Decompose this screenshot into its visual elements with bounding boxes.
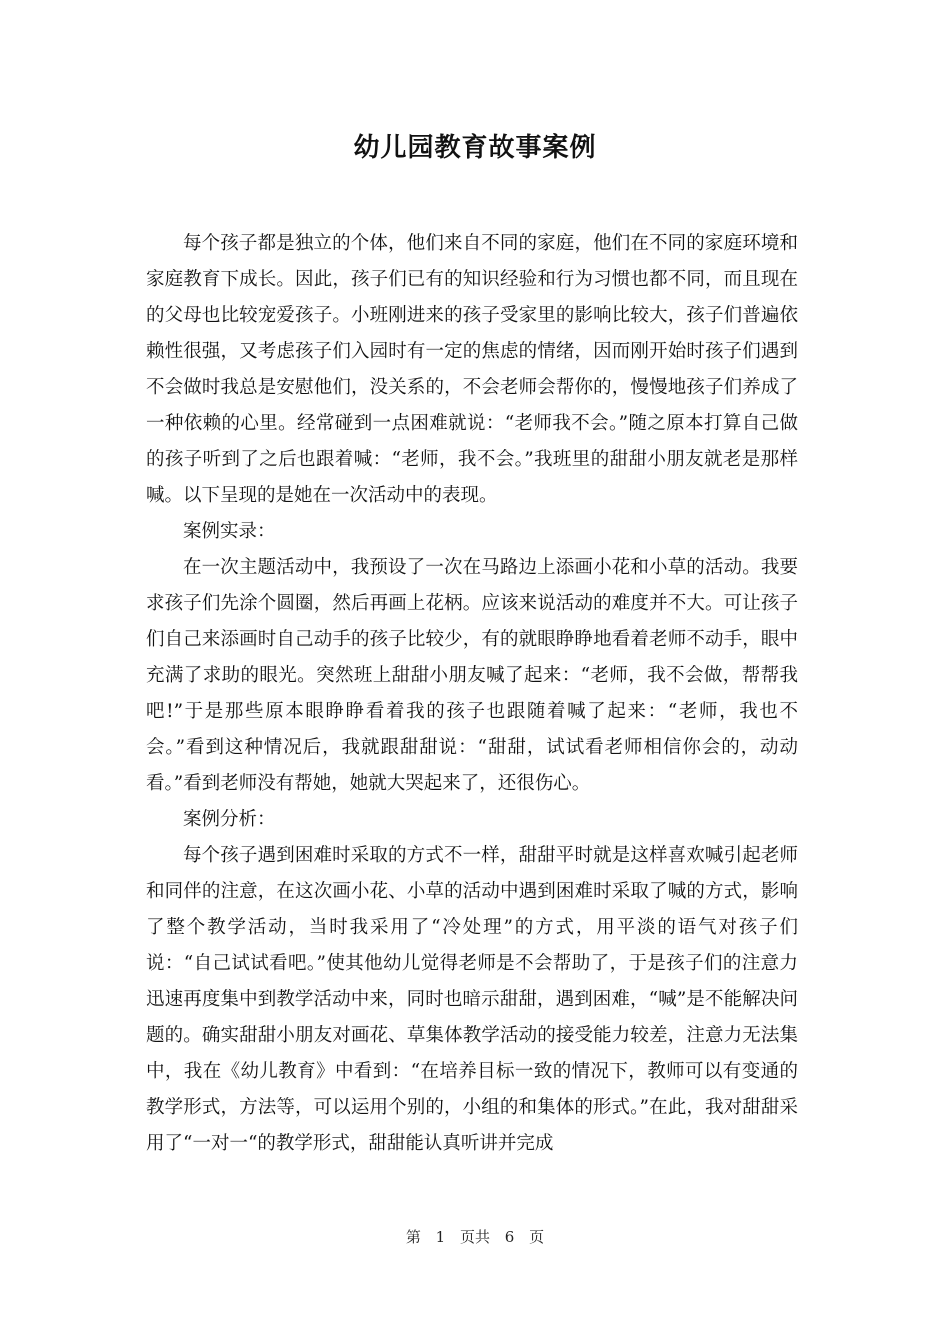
document-title: 幼儿园教育故事案例 bbox=[353, 133, 597, 163]
paragraph-case-record: 在一次主题活动中，我预设了一次在马路边上添画小花和小草的活动。我要求孩子们先涂个圆圈，然后再画上花柄。应该来说活动的难度并不大。可让孩子们自己来添画时自己动手的孩子比较少，有的就眼睁睁地看着老师不动手，眼中充满了求助的眼光。突然班上甜甜小朋友喊了起来：“老师，我不会做，帮帮我吧!”于是那些原本眼睁睁看着我的孩子也跟随着喊了起来：“老师，我也不会。”看到这种情况后，我就跟甜甜说：“甜甜，试试看老师相信你会的，动动看。”看到老师没有帮她，她就大哭起来了，还很伤心。 bbox=[146, 557, 798, 794]
footer-prefix: 第 bbox=[405, 1228, 421, 1246]
footer-total-pages: 6 bbox=[504, 1228, 515, 1246]
footer-middle: 页共 bbox=[459, 1228, 490, 1246]
page-footer bbox=[0, 1225, 950, 1249]
section-heading-case-analysis: 案例分析： bbox=[183, 809, 276, 830]
section-heading-case-record: 案例实录： bbox=[183, 521, 276, 542]
footer-suffix: 页 bbox=[529, 1228, 545, 1246]
paragraph-case-analysis: 每个孩子遇到困难时采取的方式不一样，甜甜平时就是这样喜欢喊引起老师和同伴的注意，在这次画小花、小草的活动中遇到困难时采取了喊的方式，影响了整个教学活动，当时我采用了“冷处理”的方式，用平淡的语气对孩子们说：“自己试试看吧。”使其他幼儿觉得老师是不会帮助了，于是孩子们的注意力迅速再度集中到教学活动中来，同时也暗示甜甜，遇到困难，“喊”是不能解决问题的。确实甜甜小朋友对画花、草集体教学活动的接受能力较差，注意力无法集中，我在《幼儿教育》中看到：“在培养目标一致的情况下，教师可以有变通的教学形式，方法等，可以运用个别的，小组的和集体的形式。”在此，我对甜甜采用了“一对一“的教学形式，甜甜能认真听讲并完成 bbox=[146, 845, 798, 1154]
footer-page-number: 1 bbox=[435, 1228, 446, 1246]
document-body bbox=[146, 226, 798, 1162]
paragraph-intro: 每个孩子都是独立的个体，他们来自不同的家庭，他们在不同的家庭环境和家庭教育下成长。因此，孩子们已有的知识经验和行为习惯也都不同，而且现在的父母也比较宠爱孩子。小班刚进来的孩子受家里的影响比较大，孩子们普遍依赖性很强，又考虑孩子们入园时有一定的焦虑的情绪，因而刚开始时孩子们遇到不会做时我总是安慰他们，没关系的，不会老师会帮你的，慢慢地孩子们养成了一种依赖的心里。经常碰到一点困难就说：“老师我不会。”随之原本打算自己做的孩子听到了之后也跟着喊：“老师，我不会。”我班里的甜甜小朋友就老是那样喊。以下呈现的是她在一次活动中的表现。 bbox=[146, 233, 798, 506]
